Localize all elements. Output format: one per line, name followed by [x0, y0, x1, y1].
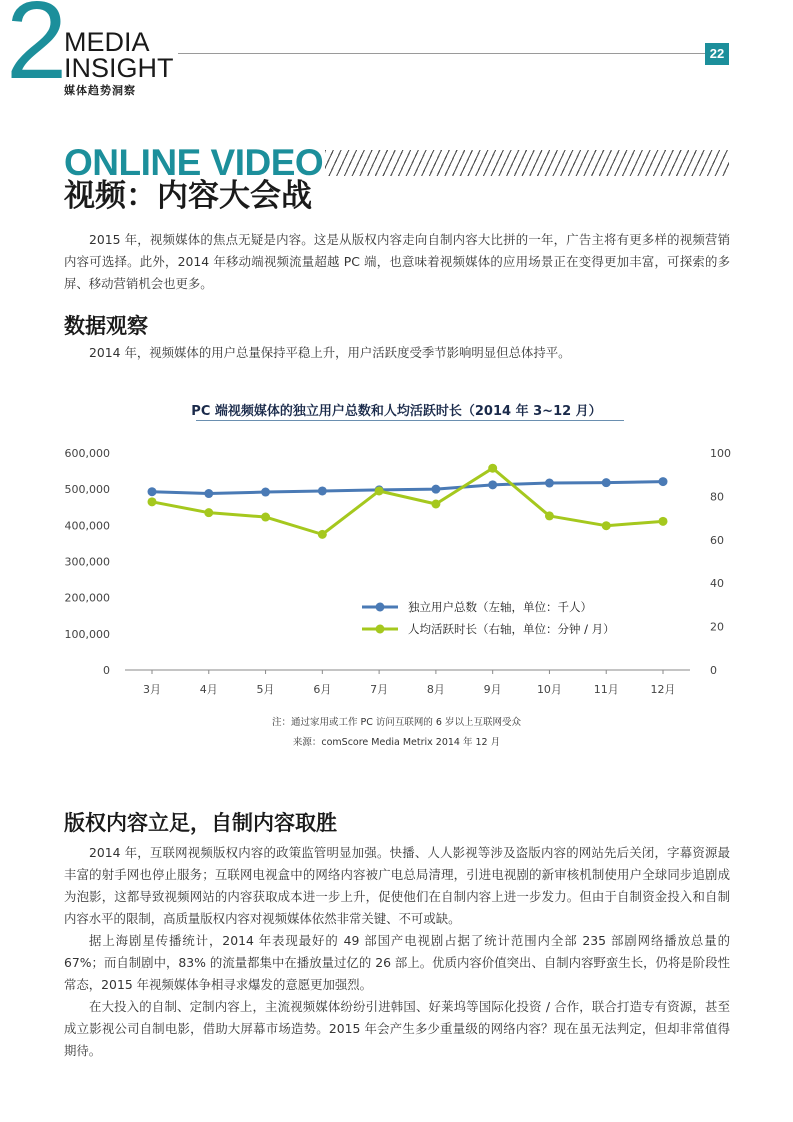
chart-title-underline	[196, 420, 624, 421]
intro-paragraph	[64, 229, 730, 295]
x-axis-tick-label: 11月	[593, 683, 619, 696]
page-number: 22	[705, 43, 729, 65]
series-2-point	[431, 499, 440, 508]
x-axis-tick-label: 6月	[313, 683, 332, 696]
series-1-point	[318, 486, 327, 495]
left-axis-tick-label: 300,000	[64, 555, 110, 569]
series-2-point	[659, 517, 668, 526]
data-paragraph	[64, 342, 730, 364]
masthead-insight: INSIGHT	[64, 53, 174, 83]
x-axis-tick-label: 7月	[370, 683, 389, 696]
right-axis-tick-label: 100	[710, 447, 731, 460]
masthead-media: MEDIA	[64, 27, 150, 57]
series-1-point	[148, 487, 157, 496]
series-2-point	[204, 508, 213, 517]
series-1-point	[204, 489, 213, 498]
copyright-heading: 版权内容立足，自制内容取胜	[64, 811, 337, 835]
right-axis-tick-label: 60	[710, 533, 724, 547]
line-chart	[0, 430, 793, 710]
data-text: 2014 年，视频媒体的用户总量保持平稳上升，用户活跃度受季节影响明显但总体持平。	[89, 345, 571, 360]
copyright-paragraph-1: 2014 年，互联网视频版权内容的政策监管明显加强。快播、人人影视等涉及盗版内容的网站先后关闭，字幕资源最丰富的射手网也停止服务；互联网电视盒中的网络内容被广电总局清理，引进电视剧的新审核机制使用户全球同步追剧成为泡影，这都导致视频网站的内容获取成本进一步上升，促使他们在自制内容上进一步发力。但由于自制资金投入和自制内容水平的限制，高质量版权内容对视频媒体依然非常关键、不可或缺。	[64, 845, 730, 926]
series-line-2	[152, 468, 663, 534]
series-2-point	[545, 511, 554, 520]
header-rule	[178, 53, 705, 54]
chart-source: 来源：comScore Media Metrix 2014 年 12 月	[292, 737, 501, 748]
series-2-point	[148, 497, 157, 506]
x-axis-tick-label: 5月	[256, 683, 275, 696]
x-axis-tick-label: 8月	[426, 683, 445, 696]
x-axis-tick-label: 10月	[536, 683, 562, 696]
series-2-point	[602, 521, 611, 530]
issue-number: 2	[6, 0, 64, 102]
series-2-point	[488, 464, 497, 473]
legend-label-1: 独立用户总数（左轴，单位：千人）	[408, 600, 592, 614]
legend-swatch-marker-2	[376, 625, 385, 634]
left-axis-tick-label: 600,000	[64, 447, 110, 460]
masthead-chinese: 媒体趋势洞察	[64, 84, 136, 97]
x-axis-tick-label: 3月	[143, 683, 161, 696]
series-2-point	[375, 486, 384, 495]
chart-title: PC 端视频媒体的独立用户总数和人均活跃时长（2014 年 3~12 月）	[191, 404, 602, 419]
series-1-point	[261, 488, 270, 497]
series-1-point	[602, 478, 611, 487]
copyright-paragraph-2: 据上海剧星传播统计，2014 年表现最好的 49 部国产电视剧占据了统计范围内全部 235 部剧网络播放总量的 67%；而自制剧中，83% 的流量都集中在播放量过亿的 26 部上。优质内容价值突出、自制内容野蛮生长，仍将是阶段性常态，2015 年视频媒体争相寻求爆发的意愿更加强烈。	[64, 933, 730, 992]
right-axis-tick-label: 0	[710, 664, 717, 677]
copyright-body	[64, 842, 730, 1062]
series-1-point	[488, 480, 497, 489]
chart-note: 注：通过家用或工作 PC 访问互联网的 6 岁以上互联网受众	[272, 717, 521, 728]
series-1-point	[431, 485, 440, 494]
left-axis-tick-label: 200,000	[64, 591, 110, 605]
right-axis-tick-label: 20	[710, 620, 724, 634]
x-axis-tick-label: 12月	[650, 683, 676, 696]
copyright-paragraph-3: 在大投入的自制、定制内容上，主流视频媒体纷纷引进韩国、好莱坞等国际化投资 / 合作，联合打造专有资源，甚至成立影视公司自制电影，借助大屏幕市场造势。2015 年会产生多少重量级的网络内容？现在虽无法判定，但却非常值得期待。	[64, 999, 730, 1058]
decorative-hatch	[325, 150, 729, 176]
left-axis-tick-label: 400,000	[64, 519, 110, 533]
x-axis-tick-label: 4月	[199, 683, 218, 696]
right-axis-tick-label: 40	[710, 577, 724, 591]
section-title-en: ONLINE VIDEO	[64, 142, 324, 183]
section-title-cn: 视频：内容大会战	[64, 178, 312, 214]
left-axis-tick-label: 0	[103, 664, 110, 677]
legend-swatch-marker-1	[376, 603, 385, 612]
legend-label-2: 人均活跃时长（右轴，单位：分钟 / 月）	[408, 622, 615, 636]
x-axis-tick-label: 9月	[483, 683, 502, 696]
left-axis-tick-label: 100,000	[64, 627, 110, 641]
series-2-point	[261, 513, 270, 522]
series-line-1	[152, 482, 663, 494]
series-2-point	[318, 530, 327, 539]
left-axis-tick-label: 500,000	[64, 483, 110, 497]
series-1-point	[545, 479, 554, 488]
data-heading: 数据观察	[64, 314, 148, 338]
right-axis-tick-label: 80	[710, 490, 724, 504]
intro-text: 2015 年，视频媒体的焦点无疑是内容。这是从版权内容走向自制内容大比拼的一年，广告主将有更多样的视频营销内容可选择。此外，2014 年移动端视频流量超越 PC 端，也意味着视频媒体的应用场景正在变得更加丰富，可探索的多屏、移动营销机会也更多。	[64, 232, 730, 291]
series-1-point	[659, 477, 668, 486]
